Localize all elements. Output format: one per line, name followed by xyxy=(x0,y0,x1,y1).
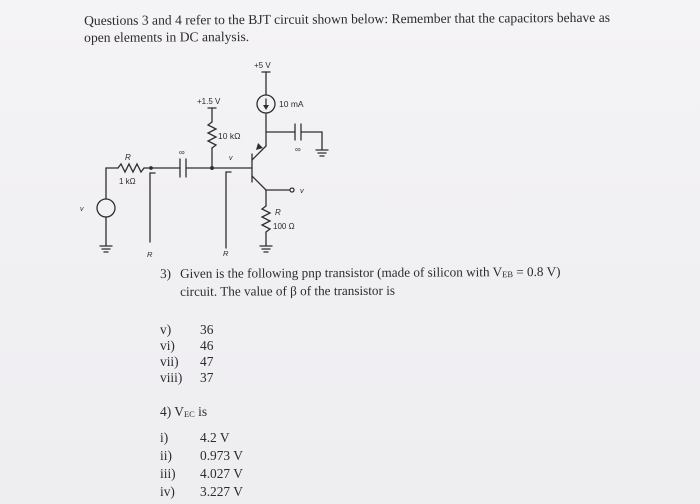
option-ii-label: ii) xyxy=(160,448,172,463)
question-4-text: is xyxy=(198,404,208,419)
question-3 xyxy=(160,263,640,300)
rb-label: 10 kΩ xyxy=(218,131,241,141)
signal-source-symbol xyxy=(97,199,115,217)
question-4-vec-symbol: V xyxy=(174,404,184,419)
rc-resistor xyxy=(262,206,270,232)
rsig-resistor xyxy=(118,164,144,172)
vo-label: v xyxy=(300,186,304,195)
option-i-label: i) xyxy=(160,430,169,445)
option-iv-label: iv) xyxy=(160,484,175,499)
option-iii-value: 4.027 V xyxy=(200,466,243,481)
question-3-veb-subscript: EB xyxy=(502,269,514,280)
option-ii-value: 0.973 V xyxy=(200,448,243,463)
option-v-label: v) xyxy=(160,322,172,337)
option-iv-value: 3.227 V xyxy=(200,484,243,499)
cap-infinity-label: ∞ xyxy=(179,148,185,157)
question-3-line-2: circuit. The value of β of the transistor is xyxy=(180,282,396,299)
question-4-number: 4) xyxy=(160,404,172,419)
vsig-label: v xyxy=(80,206,84,213)
vcc-top-label: +5 V xyxy=(254,61,271,70)
question-4 xyxy=(160,404,207,420)
option-iii-label: iii) xyxy=(160,466,176,481)
question-4-vec-subscript: EC xyxy=(183,409,195,419)
rib-label: R xyxy=(223,249,229,258)
question-3-line-1-pre: Given is the following pnp transistor (made of silicon with V xyxy=(179,264,503,281)
rc-label: R xyxy=(275,208,281,217)
option-v-value: 36 xyxy=(200,322,214,337)
bypass-infinity-label: ∞ xyxy=(295,145,301,154)
intro-line-1: Questions 3 and 4 refer to the BJT circuit shown below: Remember that the capacitors behave as xyxy=(84,9,611,28)
rin-label: R xyxy=(147,250,153,259)
option-vii-value: 47 xyxy=(200,354,214,369)
rc-value-label: 100 Ω xyxy=(273,222,295,231)
option-i-value: 4.2 V xyxy=(200,430,230,445)
question-3-number: 3) xyxy=(160,265,172,281)
question-3-line-1-post: = 0.8 V) xyxy=(512,263,561,280)
current-source-label: 10 mA xyxy=(279,99,304,109)
vb-label: v xyxy=(229,155,233,162)
option-vi-value: 46 xyxy=(200,338,214,353)
option-viii-value: 37 xyxy=(200,370,214,385)
rsig-value-label: 1 kΩ xyxy=(119,177,136,186)
rb-resistor xyxy=(208,122,216,148)
rsig-label: R xyxy=(125,153,131,162)
option-vi-label: vi) xyxy=(160,338,175,353)
option-viii-label: viii) xyxy=(160,370,183,385)
vcc-left-label: +1.5 V xyxy=(197,97,221,106)
option-vii-label: vii) xyxy=(160,354,179,369)
intro-line-2: open elements in DC analysis. xyxy=(84,28,250,45)
